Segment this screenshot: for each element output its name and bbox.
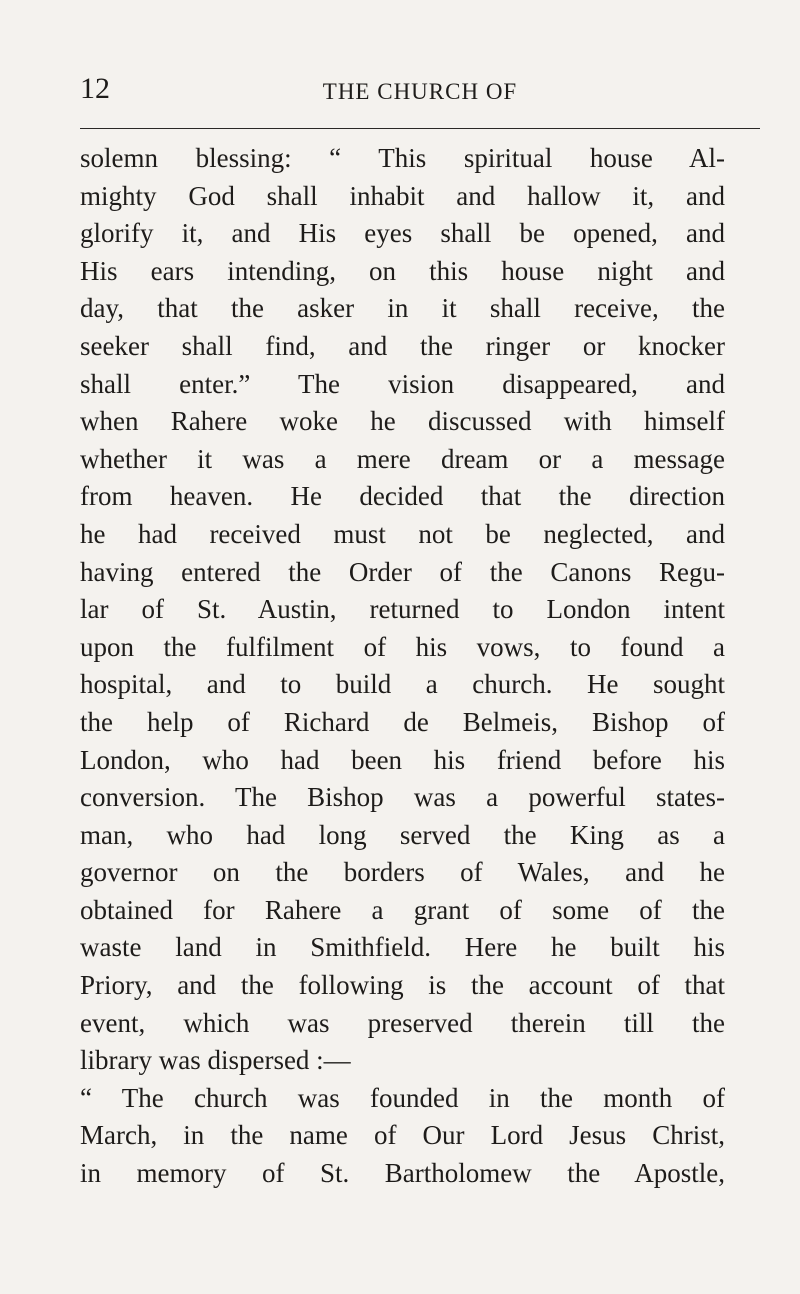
- text-line: His ears intending, on this house night and: [80, 255, 725, 286]
- text-line: day, that the asker in it shall receive, the: [80, 293, 725, 324]
- text-line: obtained for Rahere a grant of some of the: [80, 894, 725, 925]
- text-line: waste land in Smithfield. Here he built his: [80, 932, 725, 963]
- text-line: when Rahere woke he discussed with himself: [80, 406, 725, 437]
- text-line: event, which was preserved therein till the: [80, 1007, 725, 1038]
- text-line: man, who had long served the King as a: [80, 819, 725, 850]
- text-line: having entered the Order of the Canons Regu-: [80, 556, 725, 587]
- running-head: THE CHURCH OF: [322, 79, 518, 104]
- text-line: lar of St. Austin, returned to London intent: [80, 594, 725, 625]
- text-line: London, who had been his friend before his: [80, 744, 725, 775]
- text-line: he had received must not be neglected, and: [80, 518, 725, 549]
- text-line: March, in the name of Our Lord Jesus Christ,: [80, 1120, 725, 1151]
- text-line: conversion. The Bishop was a powerful states-: [80, 782, 725, 813]
- text-line: in memory of St. Bartholomew the Apostle,: [80, 1158, 725, 1189]
- text-line: the help of Richard de Belmeis, Bishop of: [80, 706, 725, 737]
- text-line: Priory, and the following is the account of that: [80, 970, 725, 1001]
- text-line: upon the fulfilment of his vows, to found a: [80, 631, 725, 662]
- body-text: [80, 140, 725, 1193]
- text-line: from heaven. He decided that the direction: [80, 481, 725, 512]
- text-line: governor on the borders of Wales, and he: [80, 857, 725, 888]
- text-line: whether it was a mere dream or a message: [80, 443, 725, 474]
- text-line: seeker shall find, and the ringer or knocker: [80, 330, 725, 361]
- text-line: glorify it, and His eyes shall be opened, and: [80, 218, 725, 249]
- text-line: shall enter.” The vision disappeared, and: [80, 368, 725, 399]
- header-rule: [80, 128, 760, 129]
- text-line: “ The church was founded in the month of: [80, 1082, 725, 1113]
- text-line: solemn blessing: “ This spiritual house Al-: [80, 143, 725, 173]
- text-line: hospital, and to build a church. He sought: [80, 669, 725, 700]
- page-number: 12: [80, 72, 110, 105]
- text-line: library was dispersed :—: [80, 1045, 351, 1076]
- text-line: mighty God shall inhabit and hallow it, and: [80, 180, 725, 211]
